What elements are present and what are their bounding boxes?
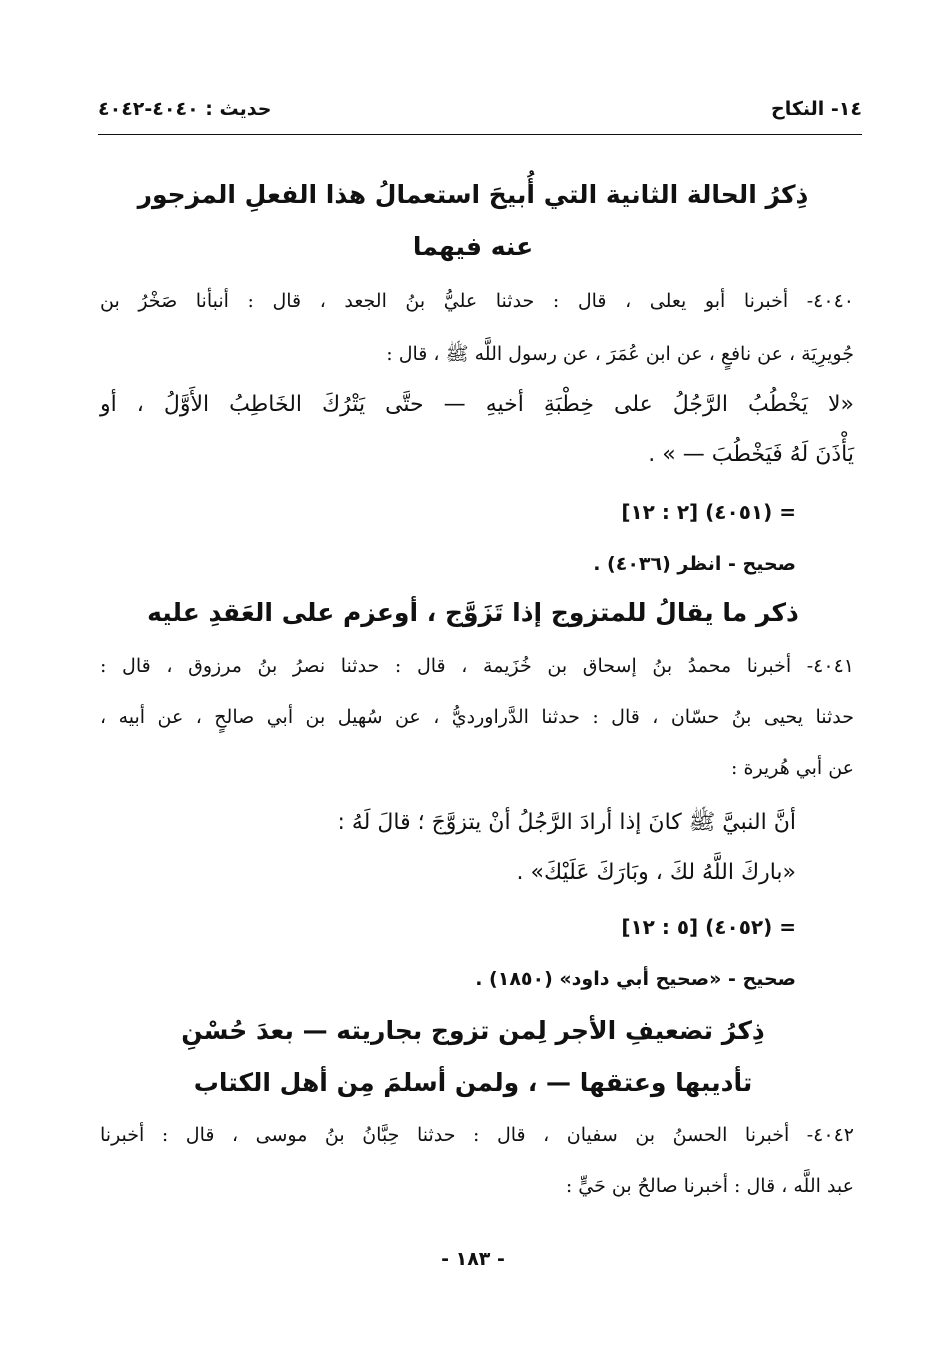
hadith-grade: صحيح - «صحيح أبي داود» (١٨٥٠) .	[475, 968, 796, 990]
hadith-grade: صحيح - انظر (٤٠٣٦) .	[593, 553, 796, 575]
hadith-line: جُويرِيَة ، عن نافعٍ ، عن ابن عُمَرَ ، عن رسول اللَّه ﷺ ، قال :	[386, 343, 854, 365]
hadith-quote-line: «لا يَخْطُبُ الرَّجُلُ على خِطْبَةِ أخيهِ — حتَّى يَتْرُكَ الخَاطِبُ الأَوَّلُ ، أو	[100, 392, 854, 417]
hadith-quote-line: أنَّ النبيَّ ﷺ كانَ إذا أرادَ الرَّجُلُ أنْ يتزوَّجَ ؛ قالَ لَهُ :	[337, 810, 796, 835]
section-heading: ذكر ما يقالُ للمتزوج إذا تَزَوَّج ، أوعزم على العَقدِ عليه	[147, 598, 799, 627]
page-number: - ١٨٣ -	[441, 1248, 505, 1270]
section-heading: تأديبها وعتقها — ، ولمن أسلمَ مِن أهل الكتاب	[193, 1068, 753, 1097]
hadith-line: ٤٠٤٠- أخبرنا أبو يعلى ، قال : حدثنا عليُّ بنُ الجعد ، قال : أنبأنا صَخْرُ بن	[100, 290, 854, 312]
header-divider	[98, 134, 862, 135]
hadith-quote-line: «باركَ اللَّهُ لكَ ، وبَارَكَ عَلَيْكَ» .	[516, 860, 796, 885]
hadith-line: ٤٠٤٢- أخبرنا الحسنُ بن سفيان ، قال : حدثنا حِبَّانُ بنُ موسى ، قال : أخبرنا	[100, 1124, 854, 1146]
chapter-title: ١٤- النكاح	[771, 98, 862, 120]
section-heading: ذِكرُ تضعيفِ الأجر لِمن تزوج بجاريته — بعدَ حُسْنِ	[181, 1016, 765, 1045]
hadith-line: عن أبي هُريرة :	[731, 757, 854, 779]
cross-reference: = (٤٠٥٢) [٥ : ١٢]	[621, 915, 796, 939]
hadith-quote-line: يَأْذَنَ لَهُ فَيَخْطُبَ — » .	[648, 442, 854, 467]
running-header	[98, 92, 862, 126]
cross-reference: = (٤٠٥١) [٢ : ١٢]	[621, 500, 796, 524]
section-heading: ذِكرُ الحالة الثانية التي أُبيحَ استعمالُ هذا الفعلِ المزجور	[137, 180, 809, 209]
hadith-line: ٤٠٤١- أخبرنا محمدُ بنُ إسحاق بن خُزَيمة ، قال : حدثنا نصرُ بنُ مرزوق ، قال :	[100, 655, 854, 677]
section-heading: عنه فيهما	[412, 232, 534, 261]
hadith-line: عبد اللَّه ، قال : أخبرنا صالحُ بن حَيٍّ :	[565, 1175, 854, 1197]
hadith-range: حديث : ٤٠٤٠-٤٠٤٢	[98, 98, 272, 120]
hadith-line: حدثنا يحيى بنُ حسّان ، قال : حدثنا الدَّراورديُّ ، عن سُهيل بن أبي صالحٍ ، عن أبيه ،	[100, 706, 854, 728]
